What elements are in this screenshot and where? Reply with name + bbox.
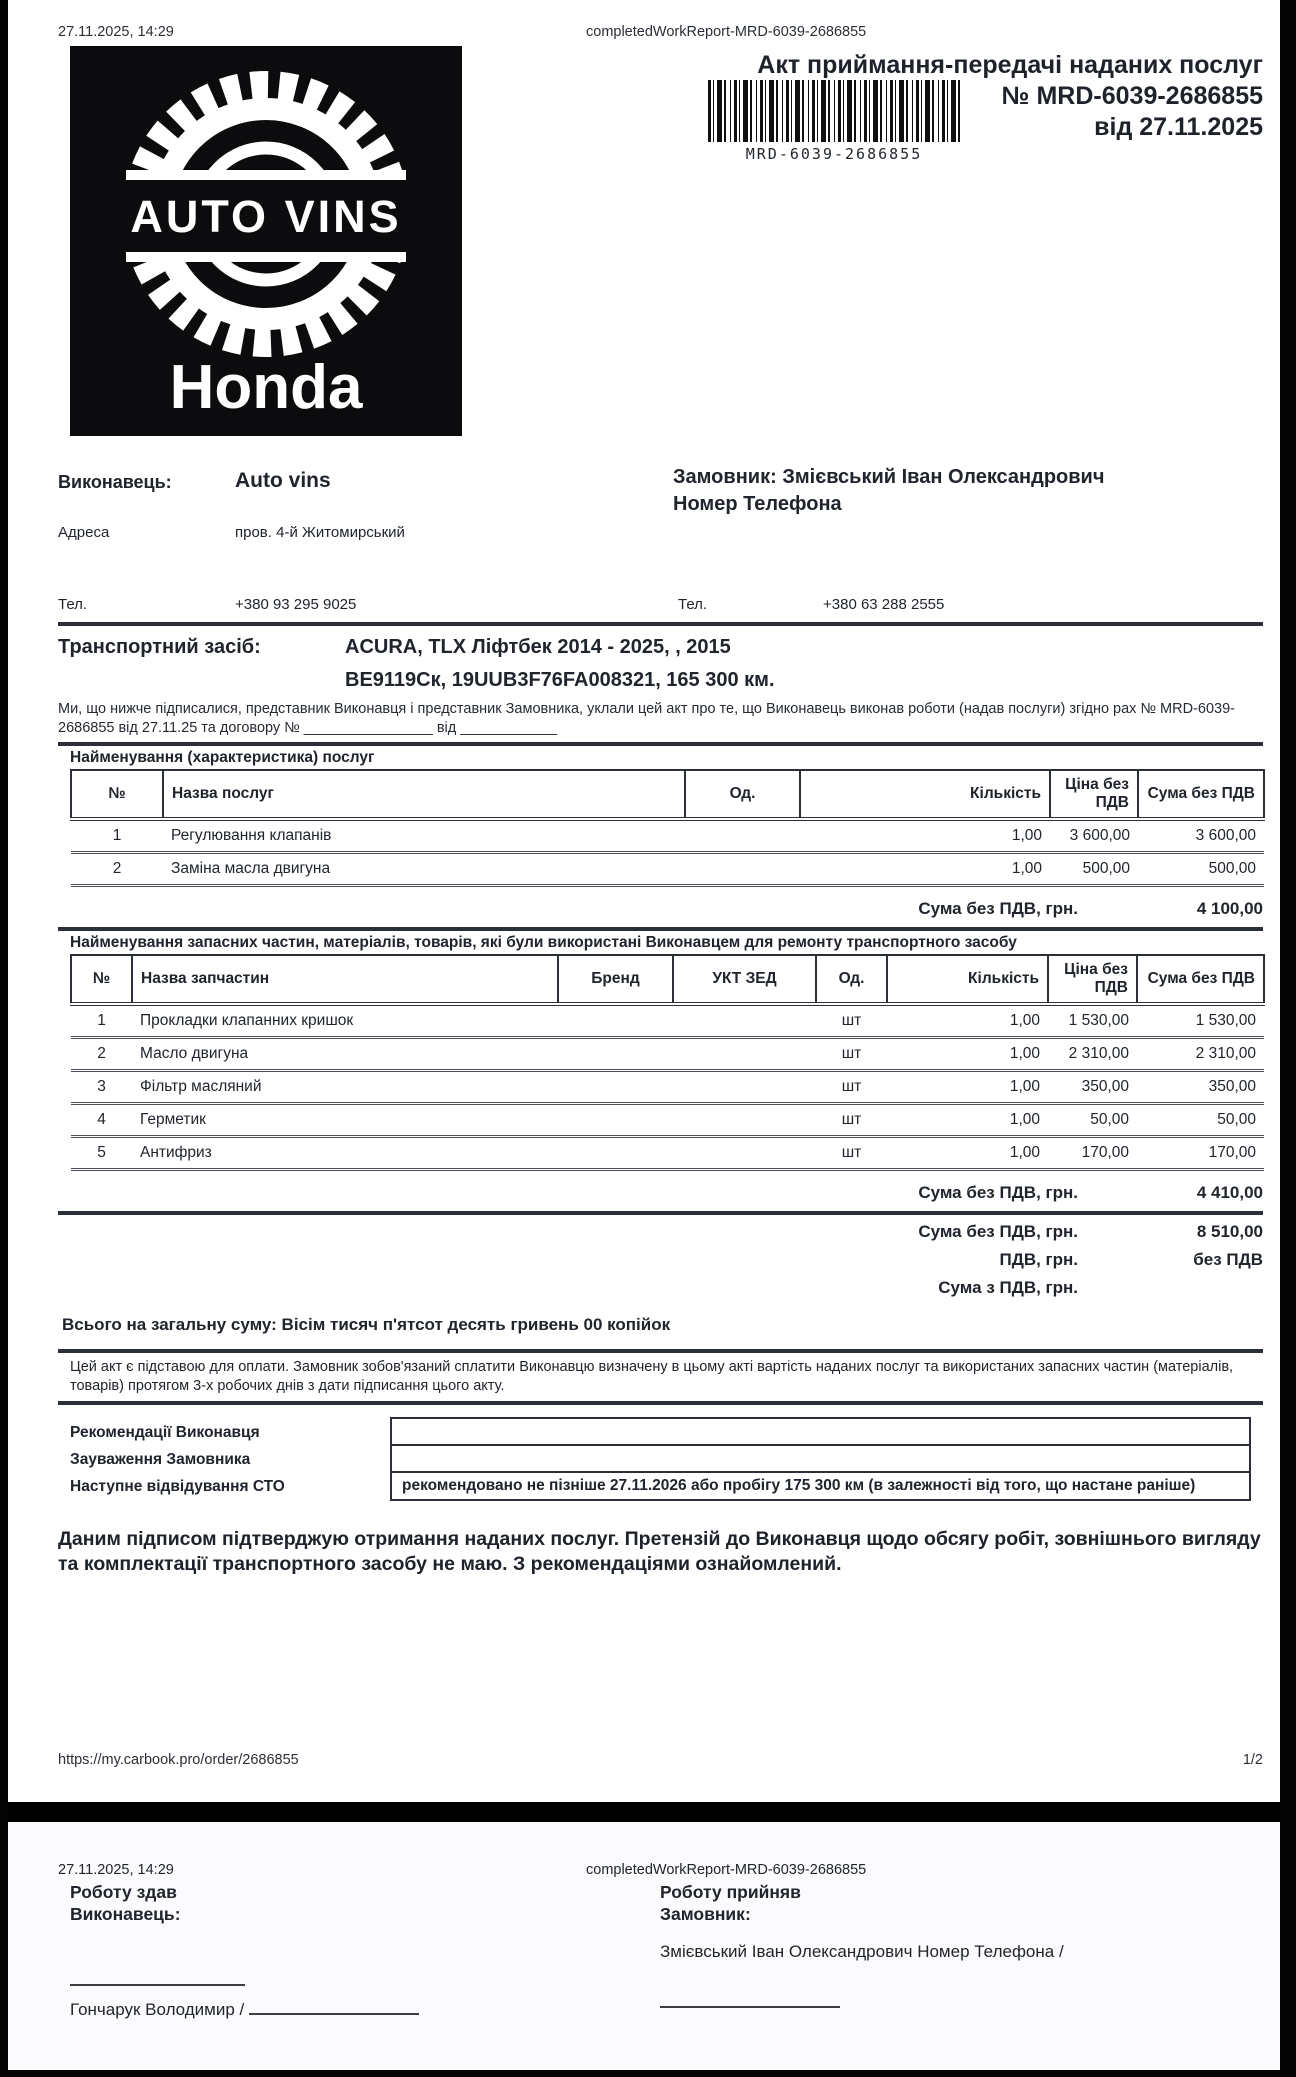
act-title: Акт приймання-передачі наданих послуг (757, 51, 1263, 79)
signature-line (70, 1972, 245, 1986)
auto-vins-logo (70, 46, 462, 436)
part-sum: 170,00 (1137, 1137, 1264, 1170)
barcode-caption: MRD-6039-2686855 (745, 145, 923, 163)
part-sum: 2 310,00 (1137, 1038, 1264, 1071)
totals-block (58, 1221, 1263, 1299)
executor-name: Auto vins (235, 469, 331, 492)
recommendation-label: Рекомендації Виконавця (70, 1424, 260, 1441)
service-row (71, 819, 1264, 853)
services-subtotal (58, 899, 1263, 919)
total-net-label: Сума без ПДВ, грн. (918, 1222, 1078, 1241)
vehicle-info-line2: ВЕ9119Ск, 19UUB3F76FA008321, 165 300 км. (345, 669, 775, 691)
col-header-service-name: Назва послуг (163, 770, 685, 819)
recommendation-box (390, 1417, 1251, 1446)
customer-label: Замовник: (673, 466, 777, 488)
total-net-value: 8 510,00 (1196, 1222, 1263, 1241)
part-price: 350,00 (1048, 1071, 1137, 1104)
service-price: 3 600,00 (1050, 819, 1138, 853)
document-filename: completedWorkReport-MRD-6039-2686855 (586, 1862, 867, 1878)
parts-subtotal-value: 4 410,00 (1196, 1183, 1263, 1202)
services-header-row (71, 770, 1264, 819)
parts-section-title: Найменування запасних частин, матеріалів, товарів, які були використані Виконавцем для ремонту транспортного засобу (70, 934, 1017, 951)
part-num: 1 (71, 1004, 132, 1038)
executor-label: Виконавець: (58, 472, 172, 492)
part-num: 3 (71, 1071, 132, 1104)
service-unit (685, 819, 800, 853)
barcode (708, 80, 960, 163)
col-header-brand: Бренд (558, 955, 673, 1004)
part-ukt (673, 1038, 816, 1071)
col-header-price: Ціна без ПДВ (1048, 955, 1137, 1004)
part-brand (558, 1071, 673, 1104)
totals-row (58, 1249, 1263, 1271)
customer-sign-name: Змієвський Іван Олександрович Номер Телефона / (660, 1942, 1064, 1961)
part-name: Масло двигуна (132, 1038, 558, 1071)
divider (58, 1349, 1263, 1353)
top-section (58, 44, 1263, 464)
service-qty: 1,00 (800, 819, 1050, 853)
part-sum: 50,00 (1137, 1104, 1264, 1137)
document-filename: completedWorkReport-MRD-6039-2686855 (586, 24, 867, 40)
parts-subtotal (58, 1183, 1263, 1203)
executor-sign-name: Гончарук Володимир / (70, 2000, 245, 2019)
divider (58, 1401, 1263, 1405)
part-num: 2 (71, 1038, 132, 1071)
part-price: 170,00 (1048, 1137, 1137, 1170)
address-value: пров. 4-й Житомирський (235, 524, 405, 541)
executor-sign-row (70, 2000, 419, 2020)
part-name: Антифриз (132, 1137, 558, 1170)
col-header-num: № (71, 770, 163, 819)
screen-edge-bottom (0, 2070, 1296, 2077)
part-brand (558, 1104, 673, 1137)
barcode-icon (708, 80, 960, 142)
vehicle-info-line1: ACURA, TLX Ліфтбек 2014 - 2025, , 2015 (345, 636, 731, 658)
part-num: 4 (71, 1104, 132, 1137)
service-name: Регулювання клапанів (163, 819, 685, 853)
part-row (71, 1137, 1264, 1170)
customer-sign-label: Замовник: (660, 1904, 751, 1924)
screen-edge-left (0, 0, 8, 2077)
executor-phone-label: Тел. (58, 596, 88, 613)
page-indicator: 1/2 (1242, 1752, 1263, 1768)
gear-emblem-icon (70, 46, 462, 436)
recommendations-section (70, 1419, 1263, 1501)
logo-brand-text: AUTO VINS (130, 191, 402, 242)
total-gross-label: Сума з ПДВ, грн. (938, 1278, 1078, 1297)
part-row (71, 1038, 1264, 1071)
divider (58, 622, 1263, 626)
executor-sign-label: Виконавець: (70, 1904, 181, 1924)
services-subtotal-value: 4 100,00 (1196, 899, 1263, 918)
vat-label: ПДВ, грн. (999, 1250, 1078, 1269)
part-qty: 1,00 (887, 1071, 1048, 1104)
parts-header-row (71, 955, 1264, 1004)
part-unit: шт (816, 1104, 887, 1137)
part-name: Герметик (132, 1104, 558, 1137)
part-unit: шт (816, 1137, 887, 1170)
work-given-label: Роботу здав (70, 1882, 177, 1902)
signature-line (660, 1994, 840, 2008)
col-header-sum: Сума без ПДВ (1137, 955, 1264, 1004)
col-header-part-name: Назва запчастин (132, 955, 558, 1004)
customer-remarks-box (390, 1444, 1251, 1473)
part-price: 50,00 (1048, 1104, 1137, 1137)
part-ukt (673, 1137, 816, 1170)
part-sum: 1 530,00 (1137, 1004, 1264, 1038)
part-ukt (673, 1104, 816, 1137)
total-in-words: Всього на загальну суму: Вісім тисяч п'ятсот десять гривень 00 копійок (62, 1315, 671, 1334)
work-received-label: Роботу прийняв (660, 1882, 801, 1902)
next-visit-box: рекомендовано не пізніше 27.11.2026 або пробігу 175 300 км (в залежності від того, що настане раніше) (390, 1471, 1251, 1501)
customer-phone: +380 63 288 2555 (823, 596, 945, 613)
part-num: 5 (71, 1137, 132, 1170)
print-datetime: 27.11.2025, 14:29 (58, 24, 174, 40)
col-header-qty: Кількість (800, 770, 1050, 819)
services-section-title: Найменування (характеристика) послуг (70, 749, 375, 766)
part-brand (558, 1137, 673, 1170)
totals-row (58, 1221, 1263, 1243)
part-ukt (673, 1071, 816, 1104)
customer-remarks-label: Зауваження Замовника (70, 1451, 251, 1468)
col-header-price: Ціна без ПДВ (1050, 770, 1138, 819)
service-price: 500,00 (1050, 853, 1138, 886)
services-table (70, 769, 1265, 887)
print-footer (58, 1752, 1263, 1768)
service-unit (685, 853, 800, 886)
executor-phone: +380 93 295 9025 (235, 596, 357, 613)
part-qty: 1,00 (887, 1038, 1048, 1071)
parts-subtotal-label: Сума без ПДВ, грн. (918, 1183, 1078, 1202)
col-header-sum: Сума без ПДВ (1138, 770, 1264, 819)
agreement-text: Ми, що нижче підписалися, представник Виконавця і представник Замовника, уклали цей акт про те, що Виконавець виконав роботи (надав послуги) згідно рах № MRD-6039-2686855 від 27.11.25 та договору № ________________ від ____________ (58, 701, 1235, 736)
divider (58, 1211, 1263, 1215)
vehicle-label: Транспортний засіб: (58, 636, 261, 658)
parts-table (70, 954, 1265, 1171)
part-unit: шт (816, 1071, 887, 1104)
act-number: № MRD-6039-2686855 (1001, 82, 1263, 110)
screen-edge-right (1280, 0, 1296, 2077)
service-qty: 1,00 (800, 853, 1050, 886)
service-name: Заміна масла двигуна (163, 853, 685, 886)
services-subtotal-label: Сума без ПДВ, грн. (918, 899, 1078, 918)
col-header-unit: Од. (685, 770, 800, 819)
part-unit: шт (816, 1038, 887, 1071)
col-header-num: № (71, 955, 132, 1004)
part-qty: 1,00 (887, 1137, 1048, 1170)
part-brand (558, 1004, 673, 1038)
part-row (71, 1004, 1264, 1038)
act-date: від 27.11.2025 (1094, 113, 1263, 141)
customer-name: Змієвський Іван Олександрович Номер Телефона (673, 466, 1105, 515)
part-brand (558, 1038, 673, 1071)
vat-value: без ПДВ (1193, 1250, 1263, 1269)
col-header-unit: Од. (816, 955, 887, 1004)
service-sum: 3 600,00 (1138, 819, 1264, 853)
footer-url: https://my.carbook.pro/order/2686855 (58, 1752, 299, 1768)
col-header-ukt: УКТ ЗЕД (673, 955, 816, 1004)
col-header-qty: Кількість (887, 955, 1048, 1004)
page-separator (0, 1802, 1296, 1822)
signature-line (249, 2001, 419, 2015)
service-row (71, 853, 1264, 886)
next-visit-label: Наступне відвідування СТО (70, 1478, 285, 1495)
confirmation-text: Даним підписом підтверджую отримання наданих послуг. Претензій до Виконавця щодо обсягу робіт, зовнішнього вигляду та комплектації транспортного засобу не маю. З рекомендаціями ознайомлений. (58, 1528, 1261, 1575)
print-datetime: 27.11.2025, 14:29 (58, 1862, 174, 1878)
part-sum: 350,00 (1137, 1071, 1264, 1104)
part-unit: шт (816, 1004, 887, 1038)
part-price: 1 530,00 (1048, 1004, 1137, 1038)
payment-terms: Цей акт є підставою для оплати. Замовник зобов'язаний сплатити Виконавцю визначену в цьому акті вартість наданих послуг та використаних запасних частин (матеріалів, товарів) протягом 3-х робочих днів з дати підписання цього акту. (70, 1359, 1234, 1394)
print-header (58, 0, 1263, 44)
part-ukt (673, 1004, 816, 1038)
service-num: 1 (71, 819, 163, 853)
vehicle-section (58, 636, 1263, 692)
customer-block (673, 464, 1133, 518)
part-price: 2 310,00 (1048, 1038, 1137, 1071)
totals-row (58, 1277, 1263, 1299)
service-num: 2 (71, 853, 163, 886)
part-name: Фільтр масляний (132, 1071, 558, 1104)
customer-phone-label: Тел. (678, 596, 708, 613)
part-qty: 1,00 (887, 1004, 1048, 1038)
part-name: Прокладки клапанних кришок (132, 1004, 558, 1038)
address-label: Адреса (58, 524, 110, 541)
logo-model-text: Honda (169, 353, 363, 422)
part-qty: 1,00 (887, 1104, 1048, 1137)
part-row (71, 1104, 1264, 1137)
service-sum: 500,00 (1138, 853, 1264, 886)
document-page-2 (0, 1822, 1296, 2070)
part-row (71, 1071, 1264, 1104)
parties-section (58, 464, 1263, 622)
